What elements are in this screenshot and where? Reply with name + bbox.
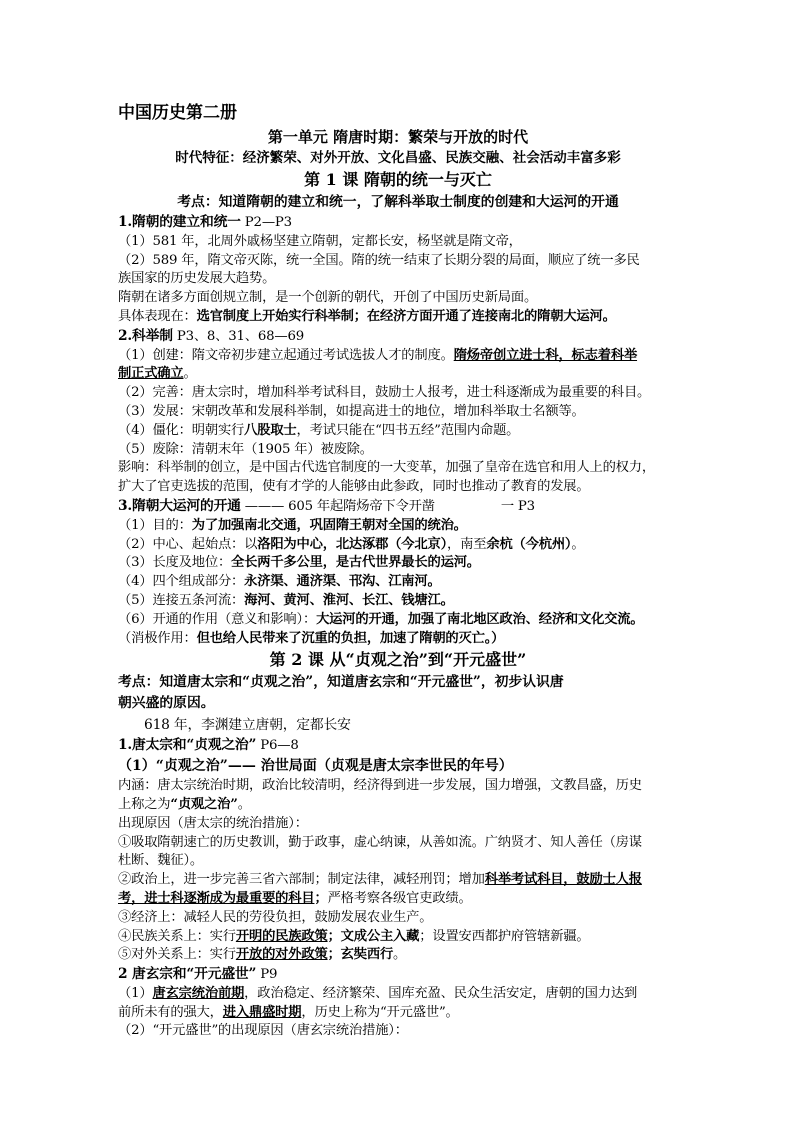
bold-text: 永济渠、通济渠、邗沟、江南河。 (244, 574, 441, 590)
lesson2-intro: 618 年，李渊建立唐朝，定都长安 (144, 717, 351, 734)
text: （3）长度及地位： (118, 555, 232, 571)
l2s1-l3: ①吸取隋朝速亡的历史教训，勤于政事，虚心纳谏，从善如流。广纳贤才、知人善任（房谋 (118, 834, 642, 850)
l1s3-heading: 3.隋朝大运河的开通 (118, 497, 241, 514)
l1s2-l1 (118, 347, 678, 366)
l1s2-pages: P3、8、31、68—69 (172, 328, 305, 344)
l2s2-l2: （2）“开元盛世”的出现原因（唐玄宗统治措施）： (118, 1023, 408, 1039)
l1s3-l6 (118, 611, 678, 630)
text: 。 (393, 947, 407, 963)
text: 上称之为 (118, 796, 171, 812)
text: ④民族关系上：实行 (118, 928, 236, 944)
text: 。 (237, 796, 251, 812)
text: ⑤对外关系上：实行 (118, 947, 236, 963)
l2s1-sub: （1）“贞观之治”—— 治世局面（贞观是唐太宗李世民的年号） (118, 758, 513, 775)
bold-underline-text: 进入鼎盛时期 (222, 1004, 302, 1020)
l1s1-l2b: 族国家的历史发展大趋势。 (118, 271, 276, 287)
l2s1-l3b: 杜断、魏征）。 (118, 853, 204, 869)
l2s1-l4 (118, 871, 678, 890)
l2s2-l1 (118, 985, 678, 1004)
l1s2-l4 (118, 422, 678, 441)
l2s2-heading: 2 唐玄宗和“开元盛世” (118, 966, 257, 983)
text: （6）开通的作用（意义和影响）： (118, 611, 317, 627)
l2s1-l2: 出现原因（唐太宗的统治措施）： (118, 815, 308, 831)
bold-underline-text: 开放的对外政策 (235, 947, 328, 963)
text: ，政治稳定、经济繁荣、国库充盈、民众生活安定，唐朝的国力达到 (244, 985, 638, 1001)
l1s2-l2: （2）完善：唐太宗时，增加科举考试科目，鼓励士人报考，进士科逐渐成为最重要的科目。 (118, 385, 651, 401)
text: 前所未有的强大， (118, 1004, 223, 1020)
l1s3-l1 (118, 517, 678, 536)
l1s2-l5: （5）废除：清朝末年（1905 年）被废除。 (118, 441, 373, 457)
unit-title: 第一单元 隋唐时期：繁荣与开放的时代 (267, 128, 529, 146)
l2s1-heading-line (118, 736, 678, 756)
bold-text: 洛阳为中心，北达涿郡（今北京） (257, 536, 448, 552)
l1s1-l3: 隋朝在诸多方面创规立制，是一个创新的朝代，开创了中国历史新局面。 (118, 290, 538, 306)
text: （1） (118, 985, 153, 1001)
l1s1-l4 (118, 308, 678, 327)
l1s2-heading: 2.科举制 (118, 327, 173, 344)
bold-text: 大运河的开通，加强了南北地区政治、经济和文化交流。 (316, 611, 644, 627)
lesson1-title: 第 1 课 隋朝的统一与灭亡 (304, 170, 492, 189)
l1s3-heading-line (118, 497, 678, 517)
l2s1-pages: P6—8 (256, 738, 299, 754)
bold-text: 全长两千多公里，是古代世界最长的运河。 (231, 555, 480, 571)
text: ，南至 (447, 536, 487, 552)
l2s1-heading: 1.唐太宗和“贞观之治” (118, 737, 257, 754)
bold-text: 选官制度上开始实行科举制；在经济方面开通了连接南北的隋朝大运河。 (196, 308, 616, 324)
text: （消极作用： (118, 630, 197, 646)
document-page (118, 100, 678, 1041)
text: （1）创建：隋文帝初步建立起通过考试选拔人才的制度。 (118, 347, 454, 363)
bold-text: 但也给人民带来了沉重的负担，加速了隋朝的灭亡。） (196, 630, 505, 646)
text: ，历史上称为“开元盛世”。 (301, 1004, 459, 1020)
unit-features: 时代特征：经济繁荣、对外开放、文化昌盛、民族交融、社会活动丰富多彩 (175, 150, 621, 166)
text: （5）连接五条河流： (118, 592, 245, 608)
l1s2-l1c (118, 365, 678, 384)
doc-title: 中国历史第二册 (118, 103, 237, 123)
l1s3-l4 (118, 573, 678, 592)
l2s1-l5: ③经济上：减轻人民的劳役负担，鼓励发展农业生产。 (118, 909, 433, 925)
l1s2-heading-line (118, 327, 678, 347)
l1s3-dash: ——— 605 年起隋炀帝下令开凿 (240, 498, 435, 514)
bold-text: 海河、黄河、淮河、长江、钱塘江。 (244, 592, 454, 608)
bold-text: ；文成公主入藏 (327, 928, 420, 944)
bold-text: “贞观之治” (170, 796, 238, 812)
l2s1-l4c (118, 890, 678, 909)
lesson2-kaodian1: 考点：知道唐太宗和“贞观之治”，知道唐玄宗和“开元盛世”，初步认识唐 (118, 674, 564, 691)
l1s1-heading: 1.隋朝的建立和统一 (118, 214, 241, 230)
bold-underline-text: 开明的民族政策 (235, 928, 328, 944)
l2s1-l7 (118, 946, 678, 965)
l1s1-pages: P2—P3 (240, 215, 292, 230)
text: （4）四个组成部分： (118, 574, 245, 590)
text: 。 (183, 366, 197, 382)
bold-underline-text: 科举考试科目，鼓励士人报 (484, 872, 642, 888)
text: 。 (571, 536, 585, 552)
text: ，考试只能在“四书五经”范围内命题。 (296, 422, 520, 438)
bold-text: 为了加强南北交通，巩固隋王朝对全国的统治。 (191, 517, 467, 533)
bold-text: ；玄奘西行 (327, 947, 394, 963)
l2s1-l1: 内涵：唐太宗统治时期，政治比较清明，经济得到进一步发展，国力增强，文教昌盛，历史 (118, 778, 642, 794)
l1s1-heading-line (118, 213, 678, 233)
text: 严格考察各级官吏政绩。 (327, 890, 472, 906)
l1s3-pages: 一 P3 (500, 498, 535, 514)
l2s1-l1b (118, 796, 678, 815)
bold-underline-text: 隋炀帝创立进士科，标志着科举 (453, 347, 638, 363)
lesson1-kaodian: 考点：知道隋朝的建立和统一，了解科举取士制度的创建和大运河的开通 (177, 194, 619, 210)
l2s2-pages: P9 (256, 967, 278, 983)
bold-text: ； (314, 890, 328, 906)
l1s3-l2 (118, 536, 678, 555)
l1s3-l3 (118, 554, 678, 573)
bold-text: 八股取士 (244, 422, 297, 438)
l1s3-l7 (118, 630, 678, 649)
l1s1-l2: （2）589 年，隋文帝灭陈，统一全国。隋的统一结束了长期分裂的局面，顺应了统一多民 (118, 252, 640, 268)
text: （4）僵化：明朝实行 (118, 422, 245, 438)
text: ②政治上，进一步完善三省六部制；制定法律，减轻刑罚；增加 (118, 872, 485, 888)
lesson2-kaodian2: 朝兴盛的原因。 (118, 695, 215, 712)
l2s2-l1d (118, 1004, 678, 1023)
l1s2-l6: 影响：科举制的创立，是中国古代选官制度的一大变革，加强了皇帝在选官和用人上的权力， (118, 460, 655, 476)
text: ；设置安西都护府管辖新疆。 (419, 928, 590, 944)
l1s1-l1: （1）581 年，北周外戚杨坚建立隋朝，定都长安，杨坚就是隋文帝， (118, 233, 522, 249)
text: （1）目的： (118, 517, 192, 533)
bold-underline-text: 制正式确立 (118, 366, 184, 382)
l2s2-heading-line (118, 965, 678, 985)
text: 具体表现在： (118, 308, 197, 324)
l2s1-l6 (118, 928, 678, 947)
l1s3-l5 (118, 592, 678, 611)
l1s2-l3: （3）发展：宋朝改革和发展科举制，如提高进士的地位，增加科举取士名额等。 (118, 403, 585, 419)
bold-underline-text: 唐玄宗统治前期 (152, 985, 245, 1001)
bold-underline-text: 考，进士科逐渐成为最重要的科目 (118, 890, 315, 906)
text: （2）中心、起始点：以 (118, 536, 258, 552)
lesson2-title: 第 2 课 从“贞观之治”到“开元盛世” (269, 650, 527, 670)
l1s2-l6b: 扩大了官吏选拔的范围，使有才学的人能够由此参政，同时也推动了教育的发展。 (118, 479, 590, 495)
bold-text: 余杭（今杭州） (486, 536, 572, 552)
